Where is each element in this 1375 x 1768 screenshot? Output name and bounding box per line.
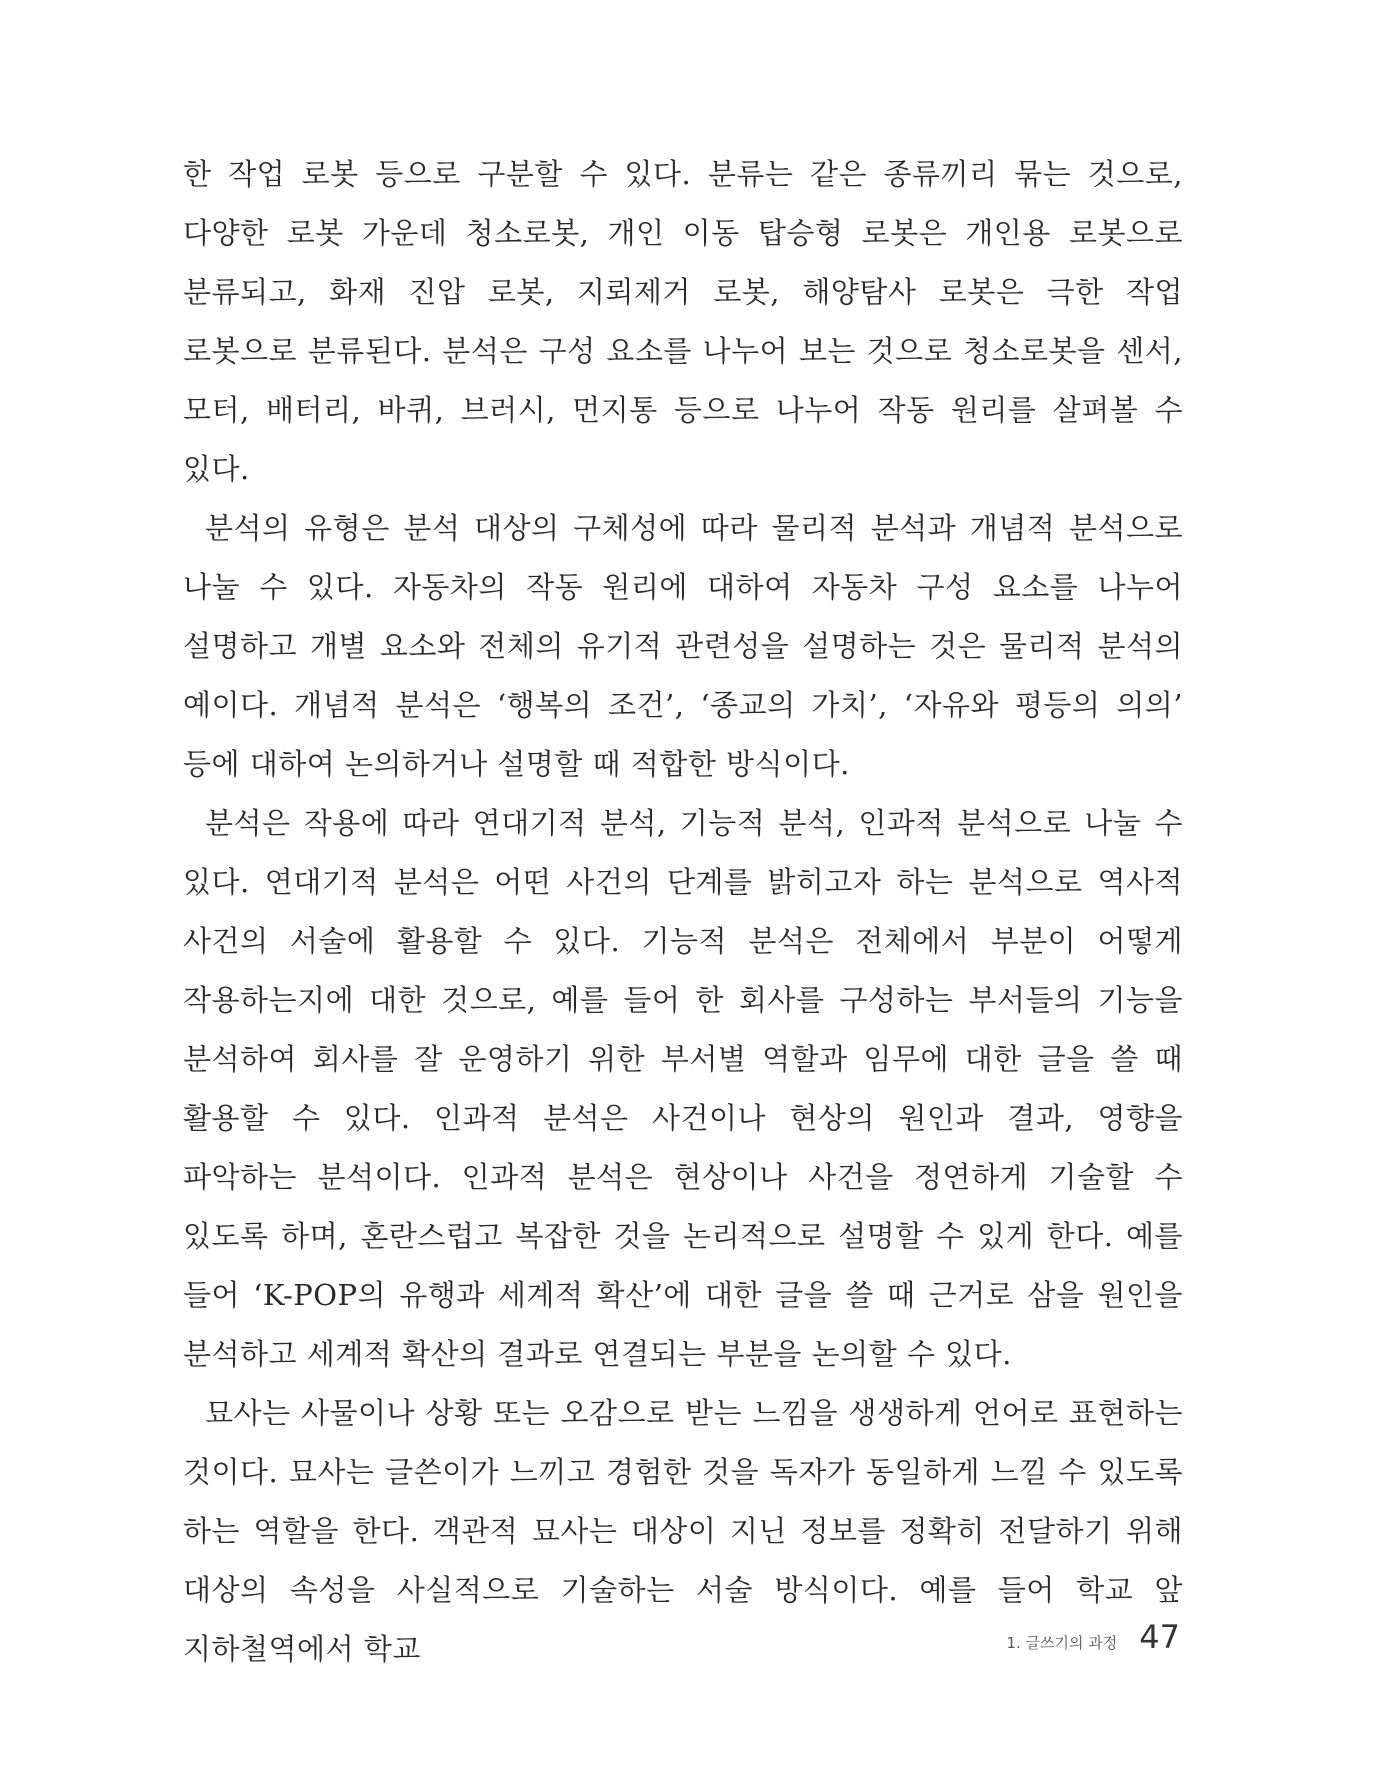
paragraph-analysis-functions: 분석은 작용에 따라 연대기적 분석, 기능적 분석, 인과적 분석으로 나눌 수 있다. 연대기적 분석은 어떤 사건의 단계를 밝히고자 하는 분석으로 역사적 사건의 서술에 활용할 수 있다. 기능적 분석은 전체에서 부분이 어떻게 작용하는지에 대한 것으로, 예를 들어 한 회사를 구성하는 부서들의 기능을 분석하여 회사를 잘 운영하기 위한 부서별 역할과 임무에 대한 글을 쓸 때 활용할 수 있다. 인과적 분석은 사건이나 현상의 원인과 결과, 영향을 파악하는 분석이다. 인과적 분석은 현상이나 사건을 정연하게 기술할 수 있도록 하며, 혼란스럽고 복잡한 것을 논리적으로 설명할 수 있게 한다. 예를 들어 ‘K-POP의 유행과 세계적 확산’에 대한 글을 쓸 때 근거로 삼을 원인을 분석하고 세계적 확산의 결과로 연결되는 부분을 논의할 수 있다. [183, 806, 1183, 1371]
paragraph-classification: 한 작업 로봇 등으로 구분할 수 있다. 분류는 같은 종류끼리 묶는 것으로, 다양한 로봇 가운데 청소로봇, 개인 이동 탑승형 로봇은 개인용 로봇으로 분류되고, 화재 진압 로봇, 지뢰제거 로봇, 해양탐사 로봇은 극한 작업 로봇으로 분류된다. 분석은 구성 요소를 나누어 보는 것으로 청소로봇을 센서, 모터, 배터리, 바퀴, 브러시, 먼지통 등으로 나누어 작동 원리를 살펴볼 수 있다. [183, 157, 1183, 486]
paragraph-description: 묘사는 사물이나 상황 또는 오감으로 받는 느낌을 생생하게 언어로 표현하는 것이다. 묘사는 글쓴이가 느끼고 경험한 것을 독자가 동일하게 느낄 수 있도록 하는 역할을 한다. 객관적 묘사는 대상이 지닌 정보를 정확히 전달하기 위해 대상의 속성을 사실적으로 기술하는 서술 방식이다. 예를 들어 학교 앞 지하철역에서 학교 [183, 1396, 1183, 1666]
page-number: 47 [1139, 1618, 1180, 1656]
page-footer [1006, 1618, 1180, 1656]
chapter-title: 1. 글쓰기의 과정 [1006, 1634, 1118, 1652]
body-text [183, 145, 1183, 1679]
paragraph-analysis-types: 분석의 유형은 분석 대상의 구체성에 따라 물리적 분석과 개념적 분석으로 나눌 수 있다. 자동차의 작동 원리에 대하여 자동차 구성 요소를 나누어 설명하고 개별 요소와 전체의 유기적 관련성을 설명하는 것은 물리적 분석의 예이다. 개념적 분석은 ‘행복의 조건’, ‘종교의 가치’, ‘자유와 평등의 의의’ 등에 대하여 논의하거나 설명할 때 적합한 방식이다. [183, 511, 1183, 781]
